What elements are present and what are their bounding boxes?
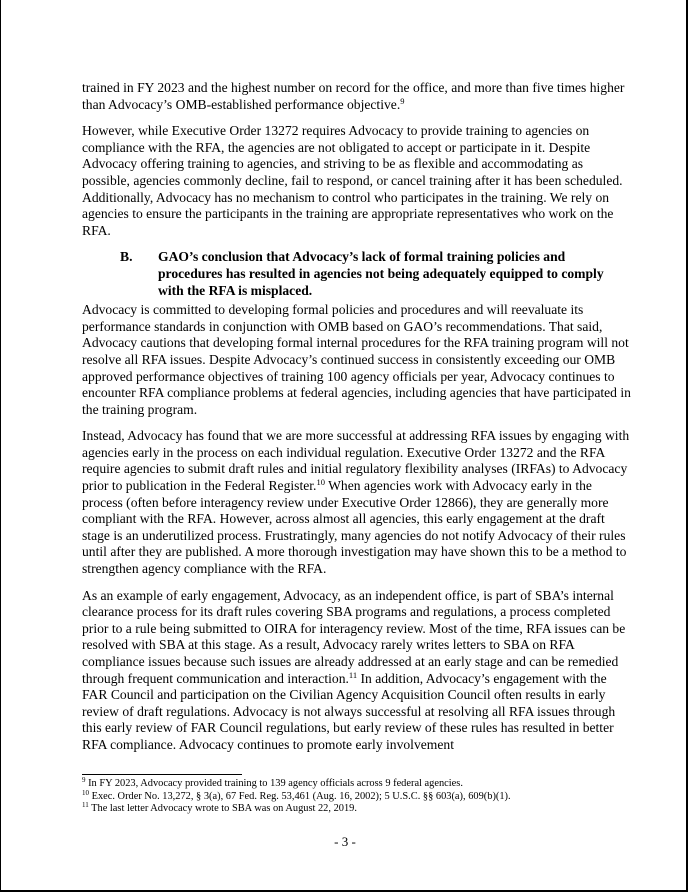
page-number: - 3 - — [334, 834, 356, 849]
section-heading-b — [120, 249, 632, 299]
paragraph-training-record — [82, 80, 632, 113]
footnote-text: In FY 2023, Advocacy provided training to 139 agency officials across 9 federal agencies. — [85, 778, 463, 789]
footnotes — [82, 778, 642, 816]
paragraph-text: As an example of early engagement, Advocacy, as an independent office, is part of SBA’s internal clearance process for its draft rules covering SBA programs and regulations, a process completed prior to a rule being submitted to OIRA for interagency review. Most of the time, RFA issues can be resolved with SBA at this stage. As a result, Advocacy rarely writes letters to SBA on RFA compliance issues because such issues are already addressed at an early stage and can be remedied through frequent communication and interaction. — [82, 587, 626, 686]
paragraph-sba-example — [82, 588, 632, 754]
paragraph-training-not-obligated — [82, 123, 632, 239]
paragraph-text: In addition, Advocacy’s engagement with the FAR Council and participation on the Civilian Agency Acquisition Council often results in early review of draft regulations. Advocacy is not always successful at resolving all RFA issues through this early review of FAR Council regulations, but early review of these rules has resulted in better RFA compliance. Advocacy continues to promote early involvement — [82, 670, 616, 752]
paragraph-text: However, while Executive Order 13272 requires Advocacy to provide training to agencies on compliance with the RFA, the agencies are not obligated to accept or participate in it. Despite Advocacy offering training to agencies, and striving to be as flexible and accommodating as possible, agencies commonly decline, fail to respond, or cancel training after it has been scheduled. Additionally, Advocacy has no mechanism to control who participates in the training. We rely on agencies to ensure the participants in the training are appropriate representatives who work on the RFA. — [82, 123, 623, 238]
footnote-ref-10[interactable]: 10 — [316, 477, 325, 488]
paragraph-formal-policies — [82, 302, 632, 418]
footnote-ref-11[interactable]: 11 — [348, 669, 358, 680]
footnote-9 — [82, 778, 642, 791]
footnote-text: Exec. Order No. 13,272, § 3(a), 67 Fed. Reg. 53,461 (Aug. 16, 2002); 5 U.S.C. §§ 603(a), 609(b)(1). — [89, 790, 511, 802]
footnote-ref-9[interactable]: 9 — [400, 95, 405, 106]
paragraph-text: Instead, Advocacy has found that we are more successful at addressing RFA issues by engaging with agencies early in the process on each individual regulation. Executive Order 13272 and the RFA require agencies to submit draft rules and initial regulatory flexibility analyses (IRFAs) to Advocacy prior to publication in the Federal Register. — [82, 428, 630, 494]
footnote-number: 11 — [82, 801, 89, 810]
footnote-number: 10 — [82, 788, 89, 797]
paragraph-text: trained in FY 2023 and the highest number on record for the office, and more than five times higher than Advocacy’s OMB-established performance objective. — [82, 80, 625, 112]
footnote-10 — [82, 788, 642, 804]
paragraph-text: Advocacy is committed to developing formal policies and procedures and will reevaluate its performance standards in conjunction with OMB based on GAO’s recommendations. That said, Advocacy cautions that developing formal internal procedures for the RFA training program will not resolve all RFA issues. Despite Advocacy’s continued success in consistently exceeding our OMB approved performance objectives of training 100 agency officials per year, Advocacy continues to encounter RFA compliance problems at federal agencies, including agencies that have participated in the training program. — [82, 302, 631, 417]
footnote-number: 9 — [82, 776, 86, 784]
section-title: GAO’s conclusion that Advocacy’s lack of formal training policies and procedures has resulted in agencies not being adequately equipped to comply with the RFA is misplaced. — [158, 249, 604, 298]
footnote-11 — [82, 803, 642, 816]
body-text — [82, 80, 632, 764]
paragraph-text: When agencies work with Advocacy early in the process (often before interagency review under Executive Order 12866), they are generally more compliant with the RFA. However, across almost all agencies, this early engagement at the draft stage is an underutilized process. Frustratingly, many agencies do not notify Advocacy of their rules until after they are published. A more thorough investigation may have shown this to be a method to strengthen agency compliance with the RFA. — [82, 478, 627, 577]
section-letter: B. — [120, 249, 133, 265]
footnote-text: The last letter Advocacy wrote to SBA was on August 22, 2019. — [88, 803, 357, 815]
paragraph-early-engagement — [82, 428, 632, 577]
footnote-separator — [82, 774, 242, 775]
